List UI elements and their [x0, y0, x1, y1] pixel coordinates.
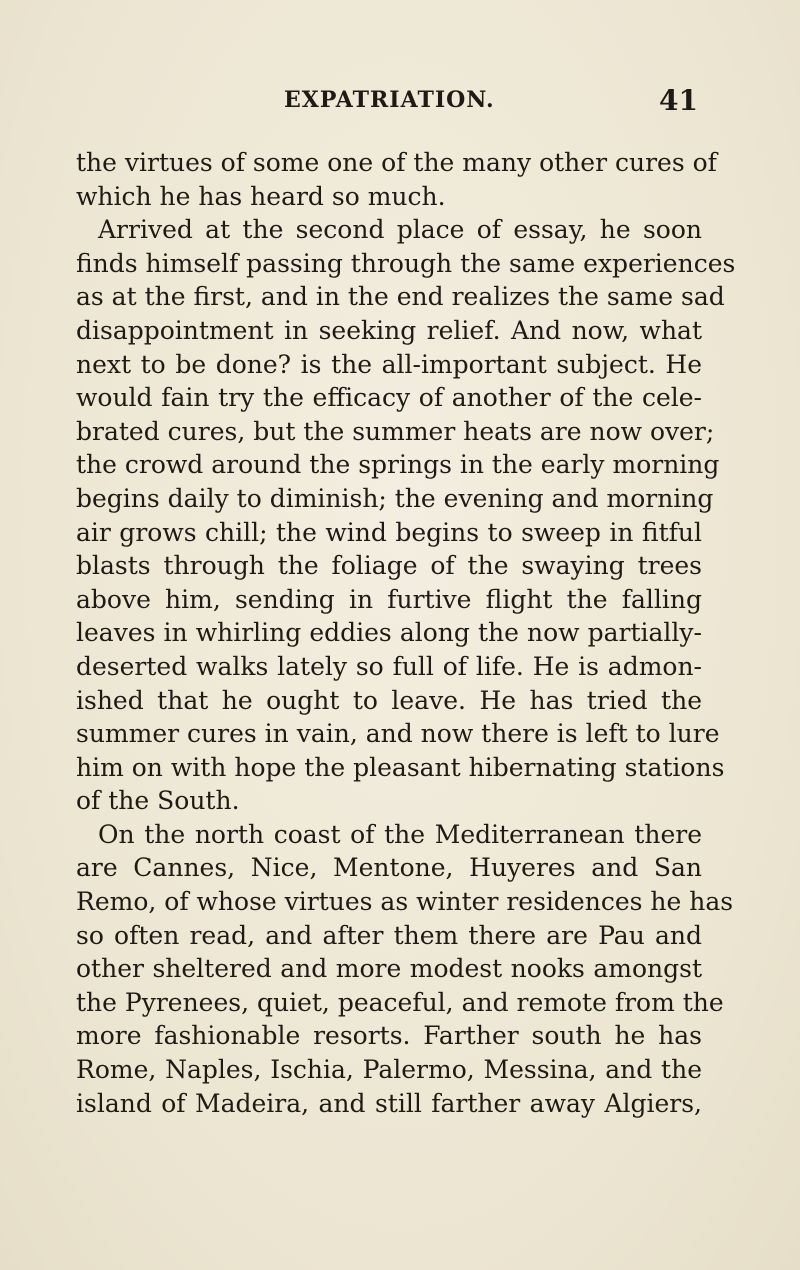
- text-line: air grows chill; the wind begins to sweep in fitful: [76, 517, 702, 547]
- text-line: the crowd around the springs in the early morning: [76, 450, 720, 480]
- body-text: [76, 146, 736, 1120]
- text-line: Rome, Naples, Ischia, Palermo, Messina, and the: [76, 1055, 702, 1085]
- text-line: other sheltered and more modest nooks amongst: [76, 954, 702, 984]
- text-line: deserted walks lately so full of life. He is admon-: [76, 651, 702, 681]
- text-line: of the South.: [76, 786, 240, 816]
- text-line: brated cures, but the summer heats are now over;: [76, 416, 715, 446]
- running-head: [74, 84, 698, 121]
- text-line: blasts through the foliage of the swaying trees: [76, 551, 702, 581]
- text-line: finds himself passing through the same experiences: [76, 248, 736, 278]
- text-line: are Cannes, Nice, Mentone, Huyeres and San: [76, 853, 702, 883]
- text-line: him on with hope the pleasant hibernating stations: [76, 752, 725, 782]
- text-line: so often read, and after them there are Pau and: [76, 920, 702, 950]
- page-number: 41: [659, 84, 698, 117]
- text-line: island of Madeira, and still farther away Algiers,: [76, 1088, 702, 1118]
- text-line: begins daily to diminish; the evening and morning: [76, 483, 714, 513]
- text-line: [76, 213, 702, 247]
- running-title: EXPATRIATION.: [284, 87, 495, 113]
- text-line-content: Arrived at the second place of essay, he soon: [98, 215, 702, 245]
- text-line: Remo, of whose virtues as winter residences he has: [76, 887, 734, 917]
- text-line: as at the first, and in the end realizes the same sad: [76, 282, 725, 312]
- text-line: which he has heard so much.: [76, 181, 446, 211]
- text-line: disappointment in seeking relief. And now, what: [76, 315, 702, 345]
- text-line: ished that he ought to leave. He has tried the: [76, 685, 702, 715]
- text-line-content: On the north coast of the Mediterranean there: [98, 819, 702, 849]
- text-line: next to be done? is the all-important subject. He: [76, 349, 702, 379]
- text-line: the Pyrenees, quiet, peaceful, and remote from the: [76, 987, 724, 1017]
- text-line: would fain try the efficacy of another of the cele-: [76, 383, 702, 413]
- text-line: [76, 818, 702, 852]
- text-line: above him, sending in furtive flight the falling: [76, 584, 702, 614]
- text-line: more fashionable resorts. Farther south he has: [76, 1021, 702, 1051]
- text-line: summer cures in vain, and now there is left to lure: [76, 719, 720, 749]
- text-line: leaves in whirling eddies along the now partially-: [76, 618, 702, 648]
- text-line: the virtues of some one of the many other cures of: [76, 148, 717, 177]
